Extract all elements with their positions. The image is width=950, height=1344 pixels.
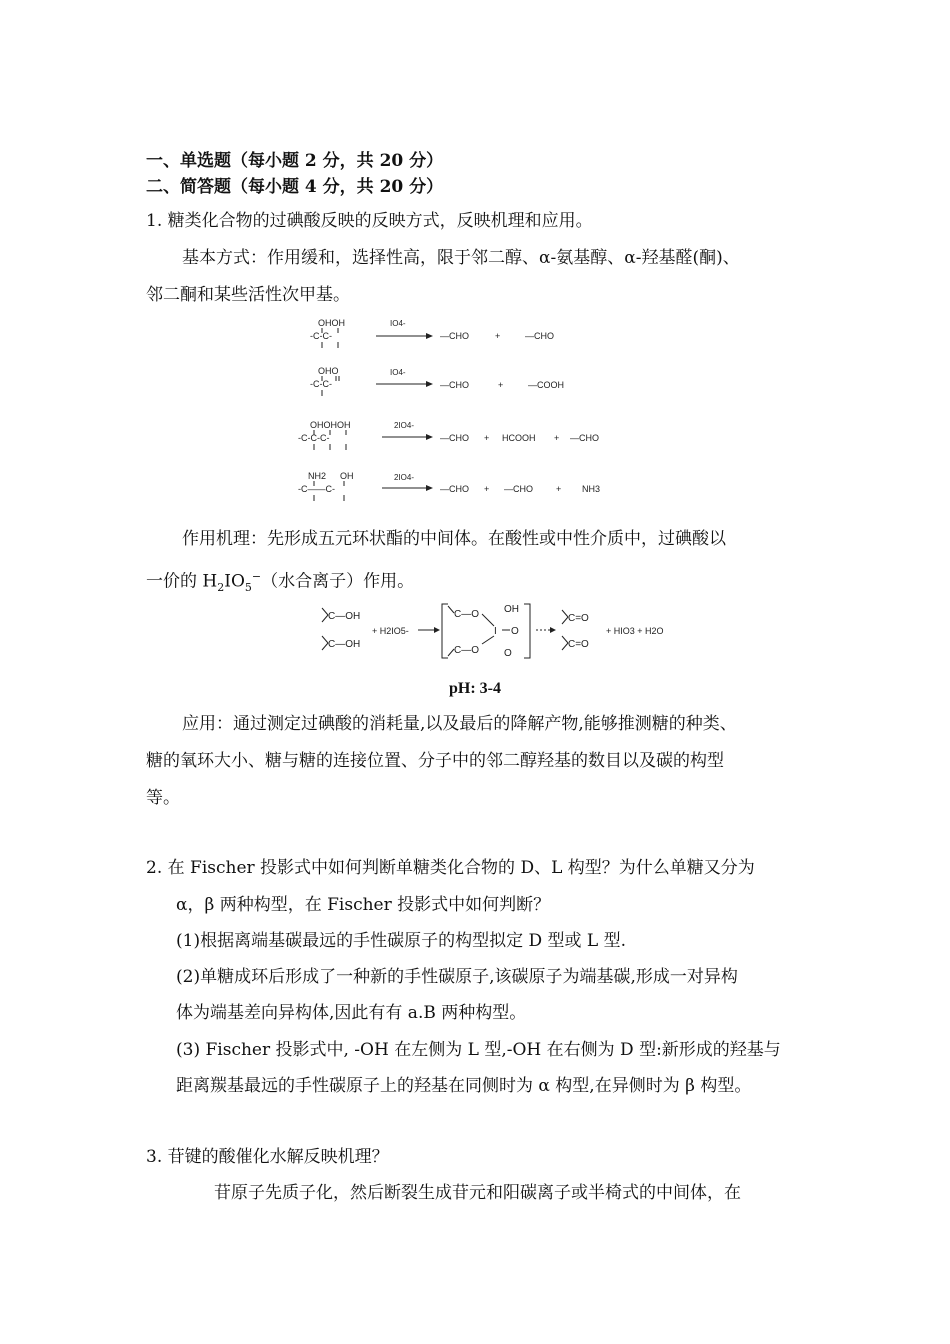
ph-label: pH: 3-4 <box>449 680 501 697</box>
mech-sub-1: 2 <box>217 581 225 595</box>
mech-text-c: （水合离子）作用。 <box>261 571 415 592</box>
ring-o-right: O <box>511 626 519 637</box>
r2-reagent: IO4- <box>390 368 406 377</box>
q1-basic-line-1: 基本方式：作用缓和，选择性高，限于邻二醇、α-氨基醇、α-羟基醛(酮)、 <box>182 248 740 268</box>
r4-left2: OH <box>340 471 354 481</box>
r1-mid: -C-C- <box>310 331 332 341</box>
mech-text-b: IO <box>224 571 245 592</box>
r1-p1: —CHO <box>440 331 469 341</box>
r1-plus: + <box>495 331 501 341</box>
q1-title: 1. 糖类化合物的过碘酸反映的反映方式，反映机理和应用。 <box>146 211 593 231</box>
r2-p1: —CHO <box>440 380 469 390</box>
r3-mid: -C-C-C- <box>298 433 330 443</box>
ring-bottom: C—O <box>454 645 479 656</box>
ring-top: C—O <box>454 609 479 620</box>
r2-p2: —COOH <box>528 380 564 390</box>
r3-left: OHOHOH <box>310 420 351 430</box>
r4-left1: NH2 <box>308 471 327 481</box>
q2-title-line-1: 2. 在 Fischer 投影式中如何判断单糖类化合物的 D、L 构型？为什么单糖又分为 <box>146 858 755 878</box>
r4-p2: —CHO <box>504 484 533 494</box>
r3-plus2: + <box>554 433 560 443</box>
r3-p1: —CHO <box>440 433 469 443</box>
prod-bottom: C=O <box>568 639 589 650</box>
q2-title-line-2: α，β 两种构型，在 Fischer 投影式中如何判断？ <box>176 895 551 915</box>
ring-o-bottom: O <box>504 648 512 659</box>
r4-p3: NH3 <box>582 484 601 494</box>
sm-top: C—OH <box>328 611 361 622</box>
q3-title: 3. 苷键的酸催化水解反映机理？ <box>146 1147 389 1167</box>
q3-body-line-1: 苷原子先质子化，然后断裂生成苷元和阳碳离子或半椅式的中间体，在 <box>214 1183 741 1203</box>
sm-bottom: C—OH <box>328 639 361 650</box>
q2-answer-1: (1)根据离端基碳最远的手性碳原子的构型拟定 D 型或 L 型. <box>176 931 627 951</box>
q1-application-line-3: 等。 <box>146 788 180 808</box>
q1-mechanism-line-2 <box>146 566 414 599</box>
q1-application-line-2: 糖的氧环大小、糖与糖的连接位置、分子中的邻二醇羟基的数目以及碳的构型 <box>146 751 724 771</box>
r1-left: OHOH <box>318 318 345 328</box>
ring-oh: OH <box>504 604 519 615</box>
periodate-reaction-scheme <box>290 316 620 501</box>
section-heading-1: 一、单选题（每小题 2 分，共 20 分） <box>146 151 444 171</box>
r4-plus2: + <box>556 484 562 494</box>
section-heading-2: 二、简答题（每小题 4 分，共 20 分） <box>146 177 444 197</box>
periodate-mechanism-scheme <box>318 600 688 664</box>
r2-plus: + <box>498 380 504 390</box>
q1-basic-line-2: 邻二酮和某些活性次甲基。 <box>146 285 350 305</box>
r1-p2: —CHO <box>525 331 554 341</box>
q2-answer-2-line-1: (2)单糖成环后形成了一种新的手性碳原子,该碳原子为端基碳,形成一对异构 <box>176 967 738 987</box>
ring-i: I <box>494 626 497 637</box>
sm-reagent: + H2IO5- <box>372 626 409 636</box>
r3-reagent: 2IO4- <box>394 421 415 430</box>
r3-p3: —CHO <box>570 433 599 443</box>
q2-answer-3-line-2: 距离羰基最远的手性碳原子上的羟基在同侧时为 α 构型,在异侧时为 β 构型。 <box>176 1076 752 1096</box>
r4-reagent: 2IO4- <box>394 473 415 482</box>
q2-answer-3-line-1: (3) Fischer 投影式中, -OH 在左侧为 L 型,-OH 在右侧为 D 型:新形成的羟基与 <box>176 1040 781 1060</box>
r4-mid: -C——C- <box>298 484 335 494</box>
mech-sup: − <box>251 570 262 583</box>
prod-top: C=O <box>568 613 589 624</box>
mech-sub-2: 5 <box>244 581 252 595</box>
r4-plus1: + <box>484 484 490 494</box>
byproducts: + HIO3 + H2O <box>606 626 664 636</box>
r4-p1: —CHO <box>440 484 469 494</box>
r3-p2: HCOOH <box>502 433 536 443</box>
r3-plus1: + <box>484 433 490 443</box>
q1-mechanism-line-1: 作用机理：先形成五元环状酯的中间体。在酸性或中性介质中，过碘酸以 <box>182 529 726 549</box>
r1-reagent: IO4- <box>390 319 406 328</box>
mech-text-a: 一价的 H <box>146 571 218 592</box>
r2-left: OHO <box>318 366 339 376</box>
r2-mid: -C-C- <box>310 379 332 389</box>
q2-answer-2-line-2: 体为端基差向异构体,因此有有 a.B 两种构型。 <box>176 1003 527 1023</box>
q1-application-line-1: 应用：通过测定过碘酸的消耗量,以及最后的降解产物,能够推测糖的种类、 <box>182 714 737 734</box>
